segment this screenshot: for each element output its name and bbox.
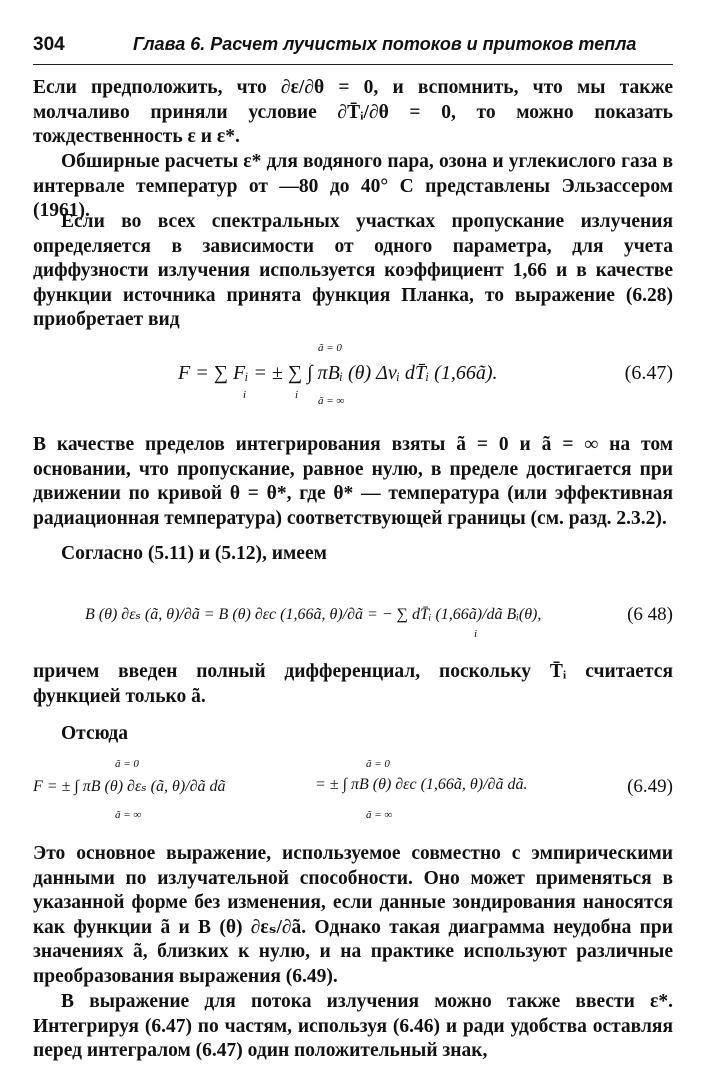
eq649-lower-limit-1: ã = ∞ [115, 809, 142, 821]
eq648-sum-index: i [474, 628, 478, 640]
paragraph-6: причем введен полный дифференциал, поскольку T̄ᵢ считается функцией только ã. [33, 661, 673, 707]
eq647-sum-index-1: i [243, 389, 247, 401]
paragraph-5: Согласно (5.11) и (5.12), имеем [61, 543, 327, 564]
eq649-body-right: = ± ∫ πB (θ) ∂εc (1,66ã, θ)/∂ã dã. [315, 776, 528, 793]
paragraph-8: Это основное выражение, используемое совместно с эмпирическими данными по излучательной способности. Оно может применяться в указанной форме без изменения, если данные зондирования наносятся как функции ã и B (θ) ∂εₛ/∂ã. Однако такая диаграмма неудобна при значениях ã, близких к нулю, и на практике используют различные преобразования выражения (6.49). [33, 843, 673, 987]
header-rule [33, 64, 673, 65]
page-number: 304 [33, 34, 65, 55]
eq648-body: B (θ) ∂εₛ (ã, θ)/∂ã = B (θ) ∂εc (1,66ã, θ)/∂ã = − ∑ dT̄ᵢ (1,66ã)/dã Bᵢ(θ), [85, 606, 542, 623]
eq647-lower-limit: ã = ∞ [318, 395, 345, 407]
eq647-number: (6.47) [624, 362, 673, 384]
eq649-upper-limit-2: ã = 0 [366, 758, 390, 770]
eq649-lower-limit-2: ã = ∞ [366, 809, 393, 821]
equation-6-48 [33, 604, 673, 640]
eq649-upper-limit-1: ã = 0 [115, 758, 139, 770]
paragraph-2: Обширные расчеты ε* для водяного пара, озона и углекислого газа в интервале температур от —80 до 40° С представлены Эльзассером (1961). [33, 151, 673, 221]
eq647-sum-index-2: i [295, 389, 299, 401]
eq647-upper-limit: ã = 0 [318, 342, 342, 354]
paragraph-3: Если во всех спектральных участках пропускание излучения определяется в зависимости от одного параметра, для учета диффузности излучения используется коэффициент 1,66 и в качестве функции источника принята функция Планка, то выражение (6.28) приобретает вид [33, 211, 673, 330]
page-header [33, 34, 673, 58]
running-title: Глава 6. Расчет лучистых потоков и притоков тепла [133, 34, 637, 54]
eq649-number: (6.49) [627, 776, 673, 797]
paragraph-4: В качестве пределов интегрирования взяты ã = 0 и ã = ∞ на том основании, что пропускание, равное нулю, в пределе достигается при движении по кривой θ = θ*, где θ* — температура (или эффективная радиационная температура) соответствующей границы (см. разд. 2.3.2). [33, 434, 673, 529]
eq647-body: F = ∑ Fᵢ = ± ∑ ∫ πBᵢ (θ) Δνᵢ dT̄ᵢ (1,66ã). [178, 362, 498, 384]
equation-6-47 [33, 342, 673, 407]
paragraph-7: Отсюда [61, 723, 129, 744]
paragraph-9: В выражение для потока излучения можно также ввести ε*. Интегрируя (6.47) по частям, используя (6.46) и ради удобства оставляя перед интегралом (6.47) один положительный знак, [33, 991, 673, 1061]
paragraph-1: Если предположить, что ∂ε/∂θ = 0, и вспомнить, что мы также молчаливо приняли условие ∂T̄ᵢ/∂θ = 0, то можно показать тождественность ε и ε*. [33, 77, 673, 147]
eq648-number: (6 48) [627, 604, 673, 625]
eq649-body-left: F = ± ∫ πB (θ) ∂εₛ (ã, θ)/∂ã dã [33, 778, 226, 795]
equation-6-49 [33, 758, 673, 821]
